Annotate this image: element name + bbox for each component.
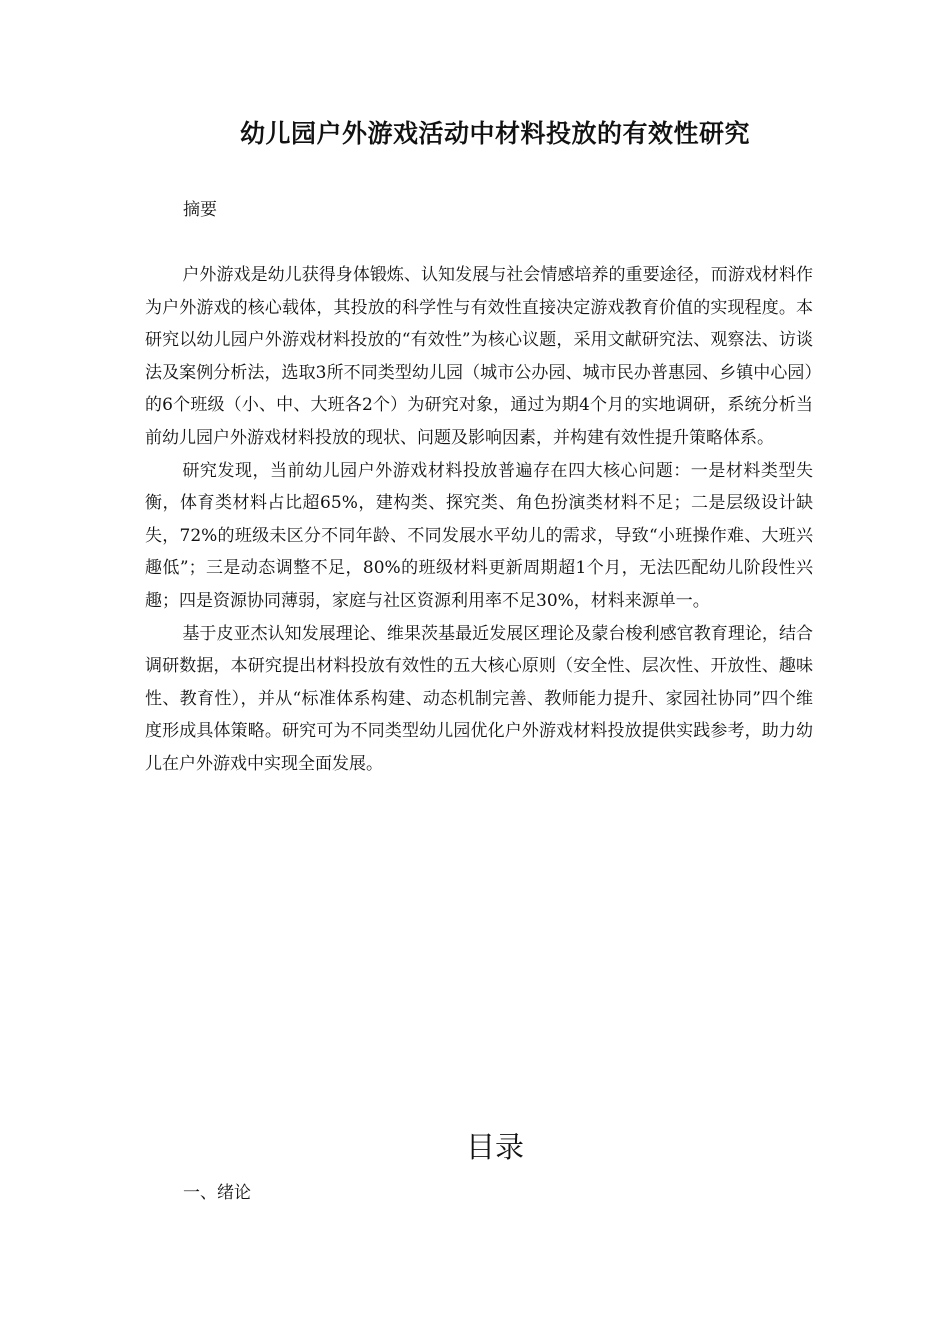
abstract-paragraph-1: 户外游戏是幼儿获得身体锻炼、认知发展与社会情感培养的重要途径，而游戏材料作为户外游戏的核心载体，其投放的科学性与有效性直接决定游戏教育价值的实现程度。本研究以幼儿园户外游戏材料投放的“有效性”为核心议题，采用文献研究法、观察法、访谈法及案例分析法，选取3所不同类型幼儿园（城市公办园、城市民办普惠园、乡镇中心园）的6个班级（小、中、大班各2个）为研究对象，通过为期4个月的实地调研，系统分析当前幼儿园户外游戏材料投放的现状、问题及影响因素，并构建有效性提升策略体系。 — [145, 265, 813, 448]
abstract-heading: 摘要 — [183, 200, 217, 220]
toc-item-introduction: 一、绪论 — [183, 1183, 251, 1203]
document-title: 幼儿园户外游戏活动中材料投放的有效性研究 — [239, 119, 750, 148]
abstract-paragraph-3: 基于皮亚杰认知发展理论、维果茨基最近发展区理论及蒙台梭利感官教育理论，结合调研数据，本研究提出材料投放有效性的五大核心原则（安全性、层次性、开放性、趣味性、教育性），并从“标准体系构建、动态机制完善、教师能力提升、家园社协同”四个维度形成具体策略。研究可为不同类型幼儿园优化户外游戏材料投放提供实践参考，助力幼儿在户外游戏中实现全面发展。 — [145, 623, 813, 774]
abstract-paragraph-2: 研究发现，当前幼儿园户外游戏材料投放普遍存在四大核心问题：一是材料类型失衡，体育类材料占比超65%，建构类、探究类、角色扮演类材料不足；二是层级设计缺失，72%的班级未区分不同年龄、不同发展水平幼儿的需求，导致“小班操作难、大班兴趣低”；三是动态调整不足，80%的班级材料更新周期超1个月，无法匹配幼儿阶段性兴趣；四是资源协同薄弱，家庭与社区资源利用率不足30%，材料来源单一。 — [145, 460, 813, 611]
toc-title: 目录 — [465, 1130, 524, 1164]
abstract-body — [145, 259, 813, 781]
